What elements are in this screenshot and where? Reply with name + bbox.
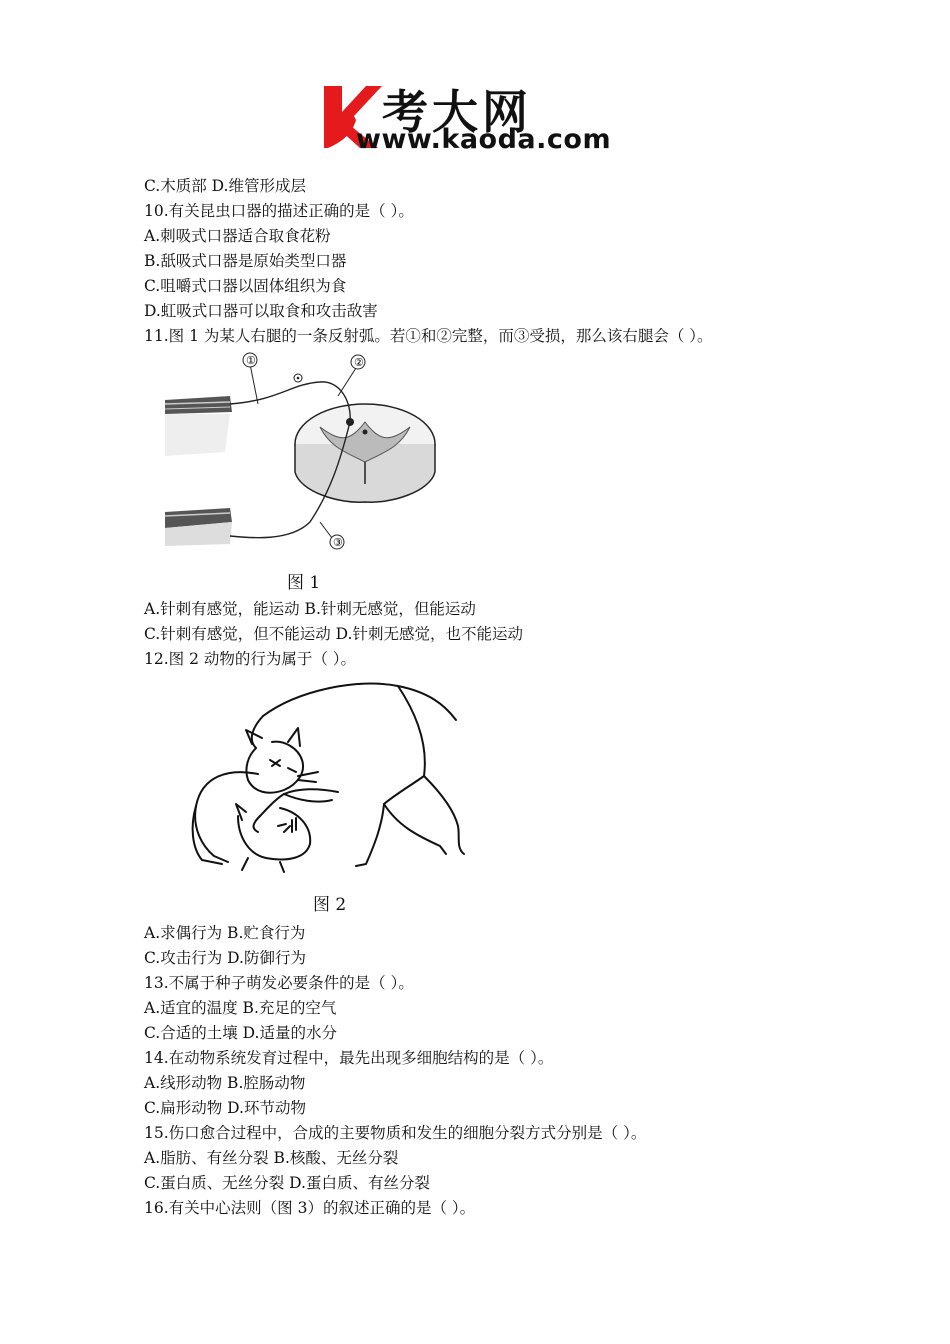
option-line: B.舐吸式口器是原始类型口器	[144, 252, 347, 270]
option-line: C.蛋白质、无丝分裂 D.蛋白质、有丝分裂	[144, 1174, 430, 1192]
option-line: A.求偶行为 B.贮食行为	[144, 924, 306, 942]
figure-2-caption: 图 2	[313, 895, 347, 915]
option-line: C.攻击行为 D.防御行为	[144, 949, 306, 967]
reflex-arc-figure	[160, 352, 450, 552]
question-14: 14.在动物系统发育过程中，最先出现多细胞结构的是（ ）。	[144, 1049, 554, 1067]
brand-name: 考大网	[382, 85, 532, 139]
option-line: C.木质部 D.维管形成层	[144, 177, 306, 195]
option-line: C.咀嚼式口器以固体组织为食	[144, 277, 347, 295]
question-13: 13.不属于种子萌发必要条件的是（ ）。	[144, 974, 414, 992]
option-line: C.针刺有感觉，但不能运动 D.针刺无感觉，也不能运动	[144, 625, 523, 643]
option-line: A.适宜的温度 B.充足的空气	[144, 999, 337, 1017]
label-3: ③	[333, 536, 343, 549]
cat-behavior-figure	[188, 676, 468, 876]
label-1: ①	[246, 354, 256, 367]
option-line: A.针刺有感觉，能运动 B.针刺无感觉，但能运动	[144, 600, 476, 618]
option-line: A.刺吸式口器适合取食花粉	[144, 227, 331, 245]
question-15: 15.伤口愈合过程中，合成的主要物质和发生的细胞分裂方式分别是（ ）。	[144, 1124, 647, 1142]
option-line: A.脂肪、有丝分裂 B.核酸、无丝分裂	[144, 1149, 399, 1167]
option-line: C.合适的土壤 D.适量的水分	[144, 1024, 337, 1042]
option-line: C.扁形动物 D.环节动物	[144, 1099, 306, 1117]
option-line: A.线形动物 B.腔肠动物	[144, 1074, 306, 1092]
question-10: 10.有关昆虫口器的描述正确的是（ ）。	[144, 202, 414, 220]
question-16: 16.有关中心法则（图 3）的叙述正确的是（ ）。	[144, 1199, 476, 1217]
option-line: D.虹吸式口器可以取食和攻击敌害	[144, 302, 378, 320]
figure-1-caption: 图 1	[287, 573, 321, 593]
brand-url: www.kaoda.com	[356, 124, 612, 155]
kaoda-logo	[316, 78, 646, 158]
question-11: 11.图 1 为某人右腿的一条反射弧。若①和②完整，而③受损，那么该右腿会（ ）。	[144, 327, 713, 345]
question-12: 12.图 2 动物的行为属于（ ）。	[144, 650, 357, 668]
label-2: ②	[354, 356, 364, 369]
